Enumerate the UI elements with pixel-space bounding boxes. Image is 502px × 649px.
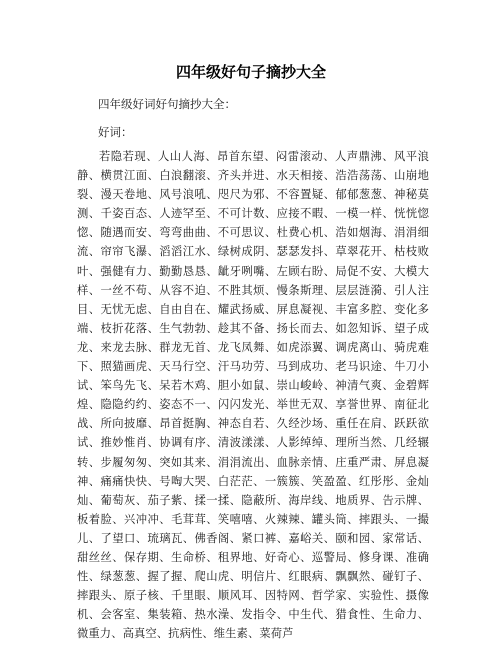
section-heading: 好词：	[98, 125, 133, 139]
document-subtitle: 四年级好词好句摘抄大全：	[98, 97, 236, 111]
body-paragraph: 若隐若现、人山人海、昂首东望、闷雷滚动、人声鼎沸、风平浪静、横贯江面、白浪翻滚、齐头并进、水天相接、浩浩荡荡、山崩地裂、漫天卷地、风号浪吼、咫尺为邪、不容置疑、郁郁葱葱、神秘莫测、千姿百态、人迹罕至、不可计数、应接不暇、一模一样、恍恍惚惚、随遇而安、弯弯曲曲、不可思议、杜费心机、浩如烟海、涓涓细流、帘帘飞瀑、滔滔江水、绿树成阴、瑟瑟发抖、草翠花开、枯枝败叶、强健有力、勤勤恳恳、龇牙咧嘴、左顾右盼、局促不安、大模大样、一丝不苟、从容不迫、不胜其烦、慢条斯理、层层涟漪、引人注目、无忧无虑、自由自在、耀武扬威、屏息凝视、丰富多腔、变化多端、枝折花落、生气勃勃、趁其不备、扬长而去、如忽知诉、望子成龙、来龙去脉、群龙无首、龙飞凤舞、如虎添翼、调虎离山、骑虎难下、照猫画虎、天马行空、汗马功劳、马到成功、老马识途、牛刀小试、笨鸟先飞、呆若木鸡、胆小如鼠、崇山峻岭、神清气爽、金碧辉煌、隐隐约约、姿态不一、闪闪发光、举世无双、享誉世界、南征北战、所向披靡、昂首挺胸、神态自若、久经沙场、重任在肩、跃跃欲试、推妙惟肖、协调有序、清波漾漾、人影绰绰、理所当然、几经辗转、步履匆匆、突如其来、涓涓流出、血脉亲情、庄重严肃、屏息凝神、痛痛快快、号啕大哭、白茫茫、一簇簇、笑盈盈、红彤彤、金灿灿、葡萄灰、茄子紫、揉一揉、隐蔽所、海岸线、地质界、告示牌、板着脸、兴冲冲、毛茸茸、笑嘻嘻、火辣辣、罐头筒、摔跟头、一撮儿、了望口、琉璃瓦、佛香阁、紧口裤、嘉峪关、颐和园、家常话、甜丝丝、保存期、生命桥、租界地、好奇心、巡警局、修身课、准确性、绿葱葱、握了握、爬山虎、明信片、红眼病、飘飘然、碰钉子、摔跟头、原子核、千里眼、顺风耳、因特网、哲学家、实验性、摄像机、会客室、集装箱、热水澡、发指令、中生代、猎食性、生命力、微重力、高真空、抗病性、维生素、菜荷芦	[77, 150, 429, 641]
document-title: 四年级好句子摘抄大全	[175, 63, 326, 81]
